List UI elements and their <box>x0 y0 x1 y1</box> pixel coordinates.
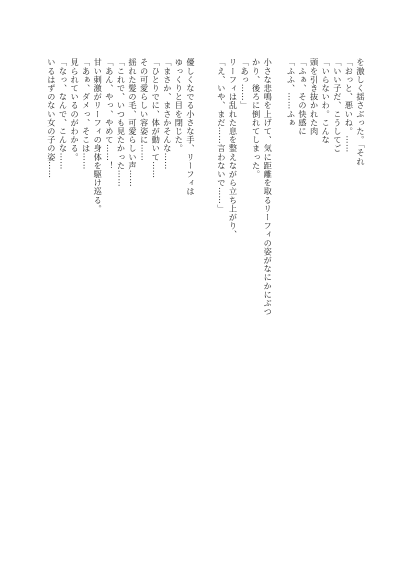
right-page-text <box>216 58 366 473</box>
right-text-line: 「ふふ、……ふぁ <box>286 58 297 127</box>
left-page-text <box>46 58 196 473</box>
right-text-line: 小さな悲鳴を上げて、気に距離を取るリーフィの姿がなにかにぶつ <box>263 58 274 316</box>
left-text-line: ゆっくりと目を閉じた。 <box>174 58 185 153</box>
right-text-line: を激しく揺さぶった。「それ <box>356 58 366 166</box>
left-text-line: 見られているのがわかる。 <box>70 58 81 162</box>
right-text-line: リーフィは乱れた息を整えながら立ち上がり、 <box>228 58 239 239</box>
left-text-line: 「あん、やっ、やめて……！ <box>104 58 115 170</box>
left-text-line: 優しくなでる小さな手、リーフィは <box>186 58 196 196</box>
right-text-line: 「いい子だ、こうしてご <box>332 58 343 153</box>
right-text-line <box>273 58 285 473</box>
left-text-line: 甘い刺激がリーフィの身体を駆け巡る。 <box>93 58 104 213</box>
right-text-line: かり、後ろに倒れてしまった。 <box>251 58 262 179</box>
left-text-line: 揺れた髪の毛、可愛らしい声…… <box>128 58 139 187</box>
left-text-line: 「なっ、なんで、こんな…… <box>58 58 69 170</box>
right-text-line: 「いらないわ。こんな <box>321 58 332 144</box>
left-text-line: その可愛らしい容姿に…… <box>139 58 150 162</box>
right-text-line: 頭を引き抜かれた肉 <box>309 58 320 136</box>
left-text-line: 「あぁ、ダメっ、そこは…… <box>81 58 92 170</box>
left-text-line: 「これで、いつも見たかった…… <box>116 58 127 187</box>
right-text-line: 「あっ……」 <box>240 58 251 110</box>
left-text-line: 「ひとりでに、体が動いて…… <box>151 58 162 179</box>
right-text-line: 「おっと、悪いね。…… <box>344 58 355 153</box>
left-text-line: いるはずのない女の子の姿…… <box>46 58 57 179</box>
left-text-line: 「まさか、まさかそんな…… <box>162 58 173 170</box>
right-text-line: 「ふぁ、その快感に <box>298 58 309 136</box>
right-text-line: 「え、いや、まだ……言わないで……」 <box>216 58 227 213</box>
